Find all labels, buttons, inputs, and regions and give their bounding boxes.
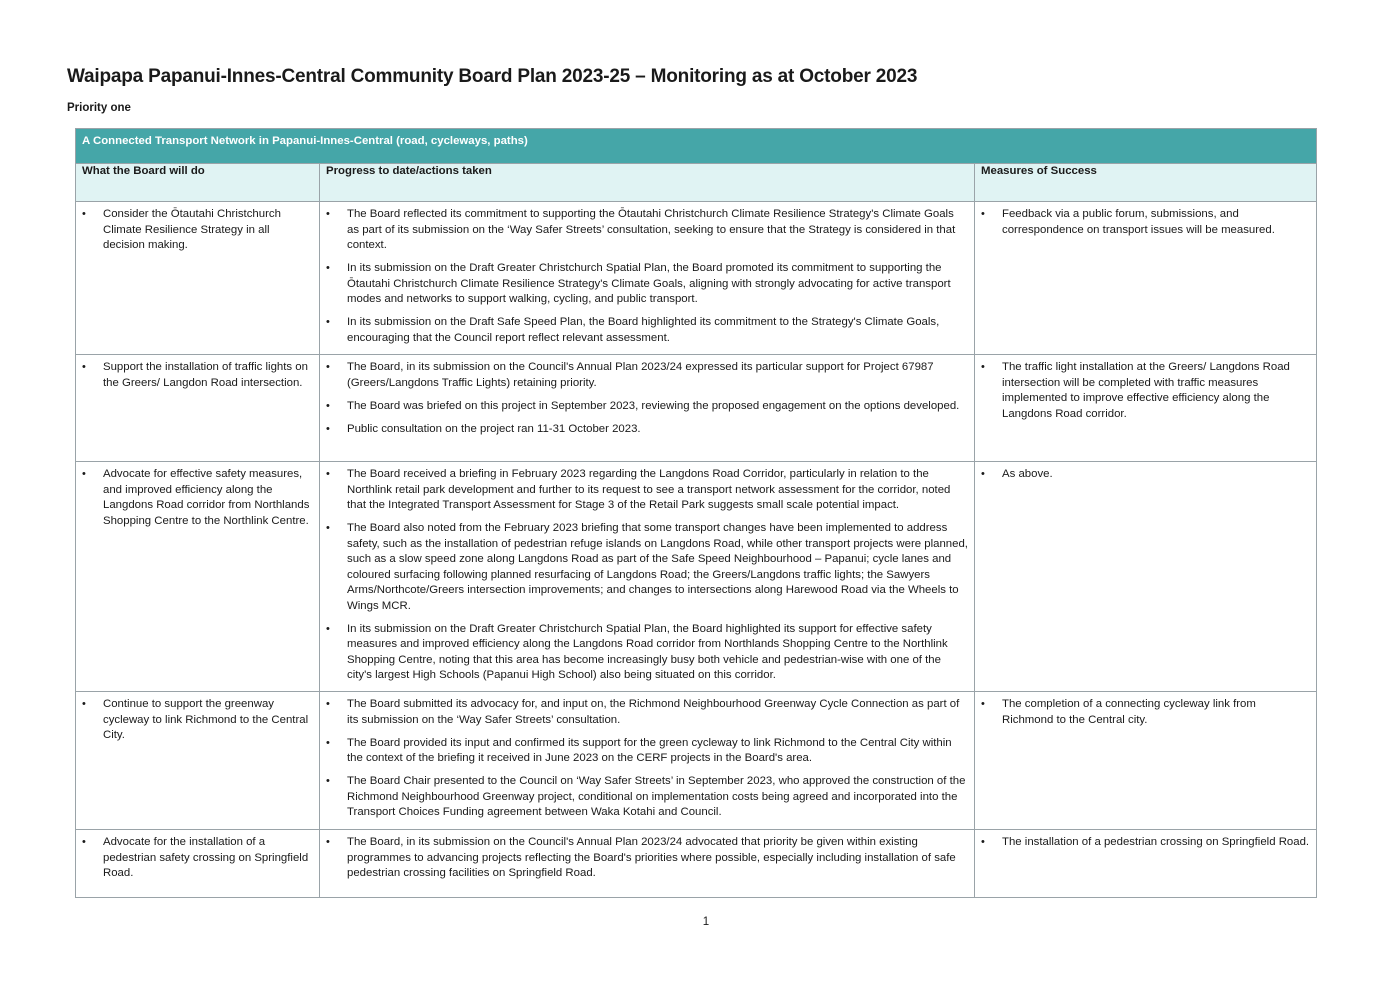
progress-cell: [320, 355, 975, 462]
list-item: • Consider the Ōtautahi Christchurch Climate Resilience Strategy in all decision making.: [82, 207, 313, 254]
table-row: [76, 355, 1317, 462]
progress-cell: [320, 692, 975, 830]
list-item: • The Board provided its input and confirmed its support for the green cycleway to link Richmond to the Central City within the context of the briefing it received in June 2023 on the CERF projects in the Board's area.: [326, 736, 968, 767]
list-item: • In its submission on the Draft Greater Christchurch Spatial Plan, the Board highlighted its support for effective safety measures and improved efficiency along the Langdons Road corridor from Northlands Shopping Centre to the Northlink Shopping Centre, noting that this area has become increasingly busy both vehicle and pedestrian-wise with one of the city's largest High Schools (Papanui High School) also being situated on this corridor.: [326, 622, 968, 684]
page-title: Waipapa Papanui-Innes-Central Community Board Plan 2023-25 – Monitoring as at October 2023: [67, 66, 918, 87]
progress-cell: [320, 830, 975, 898]
list-item: • The Board reflected its commitment to supporting the Ōtautahi Christchurch Climate Resilience Strategy's Climate Goals as part of its submission on the ‘Way Safer Streets’ consultation, seeking to ensure that the Strategy is considered in that context.: [326, 207, 968, 254]
table-banner-row: [76, 129, 1317, 164]
list-item: • Advocate for the installation of a pedestrian safety crossing on Springfield Road.: [82, 835, 313, 882]
page-number: 1: [702, 916, 710, 928]
will-do-cell: [76, 355, 320, 462]
progress-cell: [320, 202, 975, 355]
table-row: [76, 830, 1317, 898]
list-item: • The installation of a pedestrian crossing on Springfield Road.: [981, 835, 1310, 851]
monitoring-table: [75, 128, 1317, 898]
list-item: • The Board received a briefing in February 2023 regarding the Langdons Road Corridor, particularly in relation to the Northlink retail park development and further to its request to see a transport network assessment for the corridor, noted that the Integrated Transport Assessment for Stage 3 of the Retail Park suggests small scale potential impact.: [326, 467, 968, 514]
will-do-cell: [76, 692, 320, 830]
measures-cell: [975, 202, 1317, 355]
list-item: • Feedback via a public forum, submissions, and correspondence on transport issues will be measured.: [981, 207, 1310, 238]
will-do-cell: [76, 202, 320, 355]
list-item: • The Board, in its submission on the Council's Annual Plan 2023/24 advocated that priority be given within existing programmes to advancing projects reflecting the Board's priorities where possible, especially including installation of safe pedestrian crossing facilities on Springfield Road.: [326, 835, 968, 882]
list-item: • The Board also noted from the February 2023 briefing that some transport changes have been implemented to address safety, such as the installation of pedestrian refuge islands on Langdons Road, while other transport projects were planned, such as a slow speed zone along Langdons Road as part of the Safe Speed Neighbourhood – Papanui; cycle lanes and coloured surfacing following planned resurfacing of Langdons Road; the Greers/Langdons traffic lights; the Sawyers Arms/Northcote/Greers intersection improvements; and changes to intersections along Harewood Road via the Wheels to Wings MCR.: [326, 521, 968, 614]
table-row: [76, 692, 1317, 830]
table-banner: A Connected Transport Network in Papanui-Innes-Central (road, cycleways, paths): [76, 129, 1317, 164]
measures-cell: [975, 462, 1317, 692]
measures-cell: [975, 830, 1317, 898]
will-do-cell: [76, 462, 320, 692]
priority-label: Priority one: [67, 102, 131, 114]
list-item: • In its submission on the Draft Greater Christchurch Spatial Plan, the Board promoted its commitment to supporting the Ōtautahi Christchurch Climate Resilience Strategy's Climate Goals, aligning with strongly advocating for active transport modes and networks to support walking, cycling, and public transport.: [326, 261, 968, 308]
list-item: • The Board was briefed on this project in September 2023, reviewing the proposed engagement on the options developed.: [326, 399, 968, 415]
column-header-progress: Progress to date/actions taken: [320, 164, 975, 202]
list-item: • The Board, in its submission on the Council's Annual Plan 2023/24 expressed its particular support for Project 67987 (Greers/Langdons Traffic Lights) retaining priority.: [326, 360, 968, 391]
progress-cell: [320, 462, 975, 692]
table-row: [76, 462, 1317, 692]
list-item: • Advocate for effective safety measures, and improved efficiency along the Langdons Road corridor from Northlands Shopping Centre to the Northlink Centre.: [82, 467, 313, 529]
list-item: • The Board Chair presented to the Council on ‘Way Safer Streets’ in September 2023, who approved the construction of the Richmond Neighbourhood Greenway project, conditional on implementation costs being agreed and incorporated into the Transport Choices Funding agreement between Waka Kotahi and Council.: [326, 774, 968, 821]
list-item: • The traffic light installation at the Greers/ Langdons Road intersection will be completed with traffic measures implemented to improve effective efficiency along the Langdons Road corridor.: [981, 360, 1310, 422]
column-header-will-do: What the Board will do: [76, 164, 320, 202]
table-row: [76, 202, 1317, 355]
list-item: • The Board submitted its advocacy for, and input on, the Richmond Neighbourhood Greenway Cycle Connection as part of its submission on the ‘Way Safer Streets’ consultation.: [326, 697, 968, 728]
list-item: • As above.: [981, 467, 1310, 483]
list-item: • Continue to support the greenway cycleway to link Richmond to the Central City.: [82, 697, 313, 744]
will-do-cell: [76, 830, 320, 898]
list-item: • In its submission on the Draft Safe Speed Plan, the Board highlighted its commitment to the Strategy's Climate Goals, encouraging that the Council report reflect relevant assessment.: [326, 315, 968, 346]
list-item: • The completion of a connecting cycleway link from Richmond to the Central city.: [981, 697, 1310, 728]
list-item: • Public consultation on the project ran 11-31 October 2023.: [326, 422, 968, 438]
list-item: • Support the installation of traffic lights on the Greers/ Langdon Road intersection.: [82, 360, 313, 391]
measures-cell: [975, 355, 1317, 462]
column-header-measures: Measures of Success: [975, 164, 1317, 202]
table-header-row: [76, 164, 1317, 202]
measures-cell: [975, 692, 1317, 830]
